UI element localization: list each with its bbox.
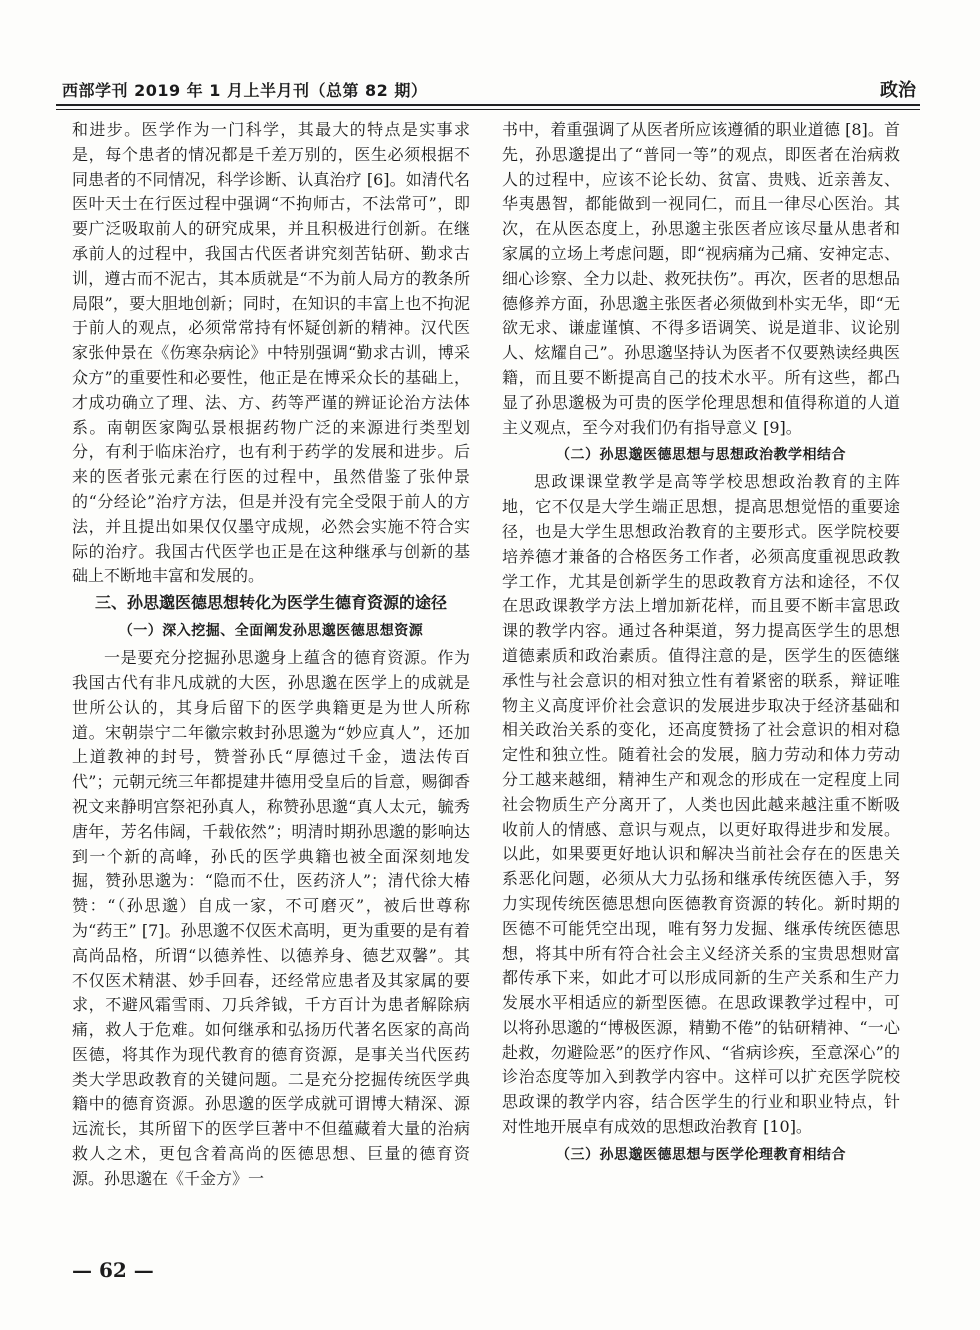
paragraph: 书中，着重强调了从医者所应该遵循的职业道德 [8]。首先，孙思邈提出了“普同一等”的观点，即医者在治病救人的过程中，应该不论长幼、贫富、贵贱、近亲善友、华夷愚智，都能做到一视同仁，而且一律尽心医治。其次，在从医态度上，孙思邈主张医者应该尽量从患者和家属的立场上考虑问题，即“视病痛为己痛、安神定志、细心诊察、全力以赴、救死扶伤”。再次，医者的思想品德修养方面，孙思邈主张医者必须做到朴实无华，即“无欲无求、谦虚谨慎、不得多语调笑、说是道非、议论别人、炫耀自己”。孙思邈坚持认为医者不仅要熟读经典医籍，而且要不断提高自己的技术水平。所有这些，都凸显了孙思邈极为可贵的医学伦理思想和值得称道的人道主义观点，至今对我们仍有指导意义 [9]。 (502, 120, 900, 437)
right-column (502, 118, 900, 1230)
subsection-heading: （三）孙思邈医德思想与医学伦理教育相结合 (556, 1146, 846, 1163)
section-label: 政治 (880, 80, 916, 101)
paragraph: 思政课课堂教学是高等学校思想政治教育的主阵地，它不仅是大学生端正思想，提高思想觉悟的重要途径，也是大学生思想政治教育的主要形式。医学院校要培养德才兼备的合格医务工作者，必须高度重视思政教学工作，尤其是创新学生的思政教育方法和途径，不仅在思政课教学方法上增加新花样，而且要不断丰富思政课的教学内容。通过各种渠道，努力提高医学生的思想道德素质和政治素质。值得注意的是，医学生的医德继承性与社会意识的相对独立性有着紧密的联系，辩证唯物主义高度评价社会意识的发展进步取决于经济基础和相关政治关系的变化，还高度赞扬了社会意识的相对稳定性和独立性。随着社会的发展，脑力劳动和体力劳动分工越来越细，精神生产和观念的形成在一定程度上同社会物质生产分离开了，人类也因此越来越注重不断吸收前人的情感、意识与观点，以更好取得进步和发展。以此，如果要更好地认识和解决当前社会存在的医患关系恶化问题，必须从大力弘扬和继承传统医德入手，努力实现传统医德思想向医德教育资源的转化。新时期的医德不可能凭空出现，唯有努力发掘、继承传统医德思想，将其中所有符合社会主义经济关系的宝贵思想财富都传承下来，如此才可以形成同新的生产关系和生产力发展水平相适应的新型医德。在思政课教学过程中，可以将孙思邈的“博极医源，精勤不倦”的钻研精神、“一心赴救，勿避险恶”的医疗作风、“省病诊疾，至意深心”的诊治态度等加入到教学内容中。这样可以扩充医学院校思政课的教学内容，结合医学生的行业和职业特点，针对性地开展卓有成效的思想政治教育 [10]。 (502, 472, 900, 1137)
subsection-heading: （二）孙思邈医德思想与思想政治教学相结合 (556, 447, 846, 464)
left-column (72, 118, 470, 1230)
header-rule-thick (56, 104, 920, 106)
paragraph: 一是要充分挖掘孙思邈身上蕴含的德育资源。作为我国古代有非凡成就的大医，孙思邈在医学上的成就是世所公认的，其身后留下的医学典籍更是为世人所称道。宋朝崇宁二年徽宗敕封孙思邈为“妙应真人”，还加上道教神的封号，赞誉孙氏“厚德过千金，遗法传百代”；元朝元统三年都提建井德用受皇后的旨意，赐御香祝文来静明宫祭祀孙真人，称赞孙思邈“真人太元，毓秀唐年，芳名伟阔，千载依然”；明清时期孙思邈的影响达到一个新的高峰，孙氏的医学典籍也被全面深刻地发掘，赞孙思邈为：“隐而不仕，医药济人”；清代徐大椿赞：“（孙思邈）自成一家，不可磨灭”，被后世尊称为“药王” [7]。孙思邈不仅医术高明，更为重要的是有着高尚品格，所谓“以德养性、以德养身、德艺双馨”。其不仅医术精湛、妙手回春，还经常应患者及其家属的要求，不避风霜雪雨、刀兵斧钺，千方百计为患者解除病痛，救人于危难。如何继承和弘扬历代著名医家的高尚医德，将其作为现代教育的德育资源，是事关当代医药类大学思政教育的关键问题。二是充分挖掘传统医学典籍中的德育资源。孙思邈的医学成就可谓博大精深、源远流长，其所留下的医学巨著中不但蕴藏着大量的治病救人之术，更包含着高尚的医德思想、巨量的德育资源。孙思邈在《千金方》一 (72, 648, 470, 1188)
page-number: — 62 — (72, 1258, 154, 1282)
section-heading: 三、孙思邈医德思想转化为医学生德育资源的途径 (94, 593, 447, 613)
subsection-heading: （一）深入挖掘、全面阐发孙思邈医德思想资源 (118, 623, 424, 640)
header-rule-thin (56, 109, 920, 110)
running-header (56, 74, 920, 104)
paragraph: 和进步。医学作为一门科学，其最大的特点是实事求是，每个患者的情况都是千差万别的，医生必须根据不同患者的不同情况，科学诊断、认真治疗 [6]。如清代名医叶天士在行医过程中强调“不拘师古，不法常可”，即要广泛吸取前人的研究成果，并且积极进行创新。在继承前人的过程中，我国古代医者讲究刻苦钻研、勤求古训，遵古而不泥古，其本质就是“不为前人局方的教条所局限”，要大胆地创新；同时，在知识的丰富上也不拘泥于前人的观点，必须常常持有怀疑创新的精神。汉代医家张仲景在《伤寒杂病论》中特别强调“勤求古训，博采众方”的重要性和必要性，他正是在博采众长的基础上，才成功确立了理、法、方、药等严谨的辨证论治方法体系。南朝医家陶弘景根据药物广泛的来源进行类型划分，有利于临床治疗，也有利于药学的发展和进步。后来的医者张元素在行医的过程中，虽然借鉴了张仲景的“分经论”治疗方法，但是并没有完全受限于前人的方法，并且提出如果仅仅墨守成规，必然会实施不符合实际的治疗。我国古代医学也正是在这种继承与创新的基础上不断地丰富和发展的。 (72, 120, 470, 586)
journal-title: 西部学刊 2019 年 1 月上半月刊（总第 82 期） (62, 81, 428, 100)
